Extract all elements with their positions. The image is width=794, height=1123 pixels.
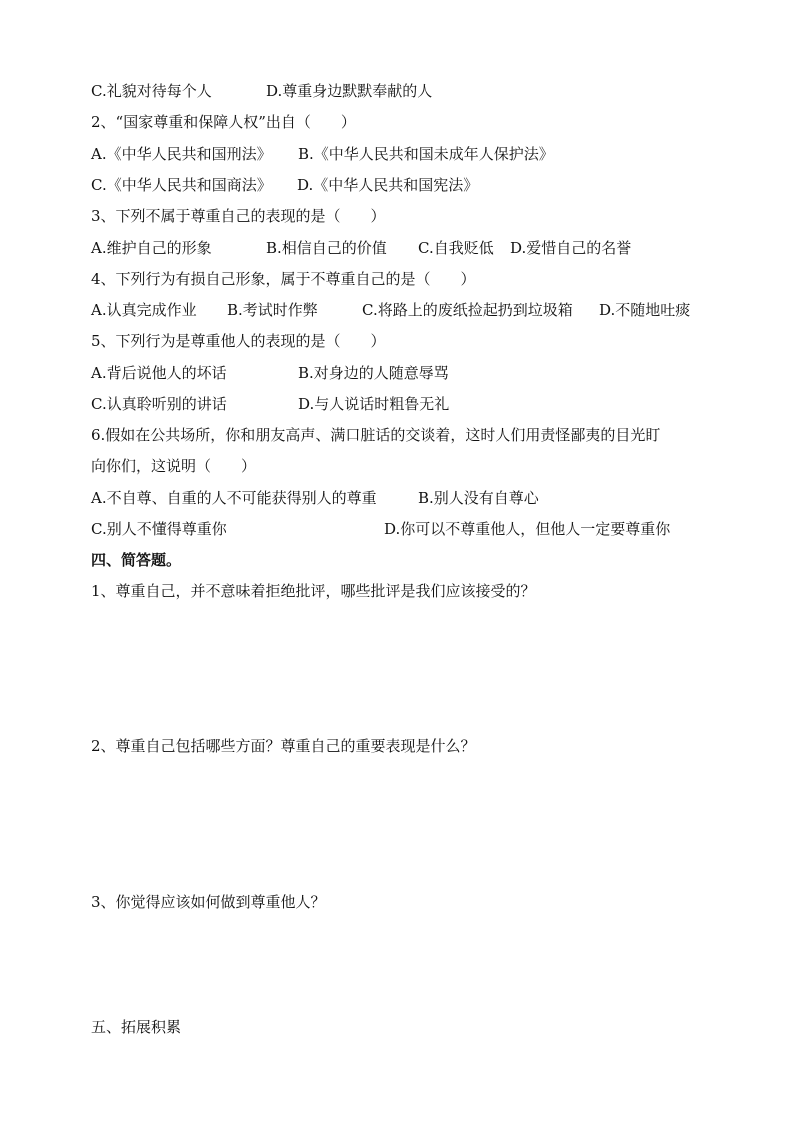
q2-option-a: A.《中华人民共和国刑法》 [91, 145, 272, 163]
q3-option-b: B.相信自己的价值 [266, 239, 387, 257]
q1-option-c: C.礼貌对待每个人 [91, 82, 212, 100]
q3-option-a: A.维护自己的形象 [91, 239, 212, 257]
q4-stem: 4、下列行为有损自己形象，属于不尊重自己的是（ ） [91, 270, 476, 288]
q2-option-c: C.《中华人民共和国商法》 [91, 176, 272, 194]
q3-option-c: C.自我贬低 [418, 239, 494, 257]
short-answer-question-2: 2、尊重自己包括哪些方面？尊重自己的重要表现是什么？ [91, 737, 476, 755]
q1-option-d: D.尊重身边默默奉献的人 [266, 82, 433, 100]
short-answer-question-3: 3、你觉得应该如何做到尊重他人？ [91, 893, 326, 911]
q6-option-d: D.你可以不尊重他人，但他人一定要尊重你 [384, 520, 671, 538]
q6-option-b: B.别人没有自尊心 [418, 489, 539, 507]
q6-stem-line-2: 向你们，这说明（ ） [91, 457, 257, 475]
section-4-heading: 四、简答题。 [91, 551, 182, 569]
q4-option-c: C.将路上的废纸捡起扔到垃圾箱 [362, 301, 573, 319]
section-5-heading: 五、拓展积累 [91, 1018, 182, 1036]
q5-option-a: A.背后说他人的坏话 [91, 364, 227, 382]
q5-stem: 5、下列行为是尊重他人的表现的是（ ） [91, 332, 386, 350]
short-answer-question-1: 1、尊重自己，并不意味着拒绝批评，哪些批评是我们应该接受的？ [91, 582, 536, 600]
q2-option-d: D.《中华人民共和国宪法》 [297, 176, 479, 194]
q4-option-d: D.不随地吐痰 [599, 301, 691, 319]
q5-option-c: C.认真聆听别的讲话 [91, 395, 227, 413]
q5-option-d: D.与人说话时粗鲁无礼 [298, 395, 450, 413]
q3-stem: 3、下列不属于尊重自己的表现的是（ ） [91, 207, 386, 225]
q6-option-c: C.别人不懂得尊重你 [91, 520, 227, 538]
q5-option-b: B.对身边的人随意辱骂 [298, 364, 449, 382]
q3-option-d: D.爱惜自己的名誉 [510, 239, 632, 257]
q2-stem: 2、“国家尊重和保障人权”出自（ ） [91, 113, 356, 131]
q4-option-b: B.考试时作弊 [227, 301, 318, 319]
q6-stem-line-1: 6.假如在公共场所，你和朋友高声、满口脏话的交谈着，这时人们用责怪鄙夷的目光盯 [91, 426, 661, 444]
q2-option-b: B.《中华人民共和国未成年人保护法》 [298, 145, 554, 163]
q4-option-a: A.认真完成作业 [91, 301, 197, 319]
q6-option-a: A.不自尊、自重的人不可能获得别人的尊重 [91, 489, 377, 507]
